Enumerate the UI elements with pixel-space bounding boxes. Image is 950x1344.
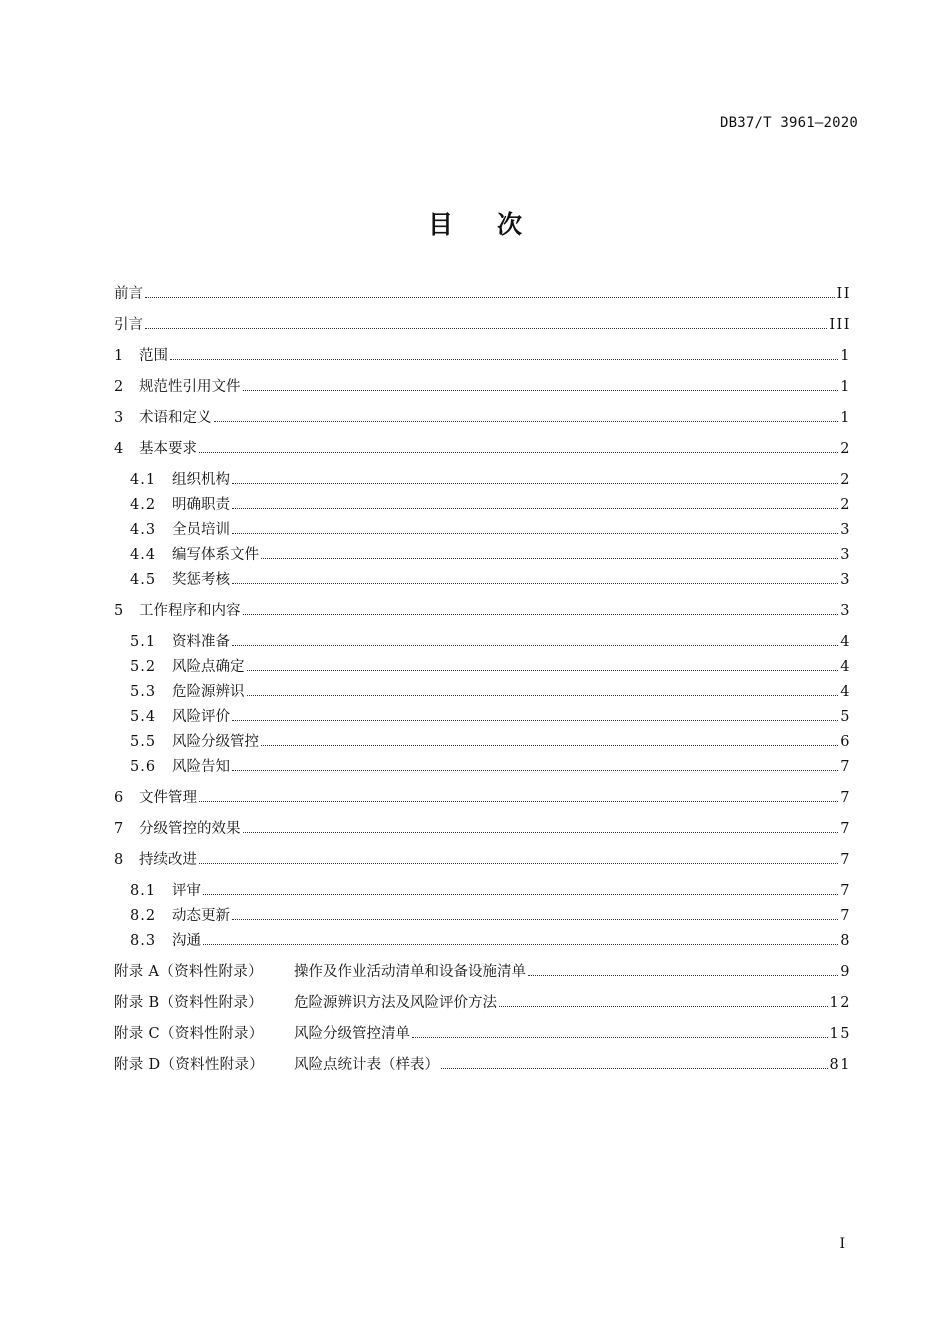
toc-entry-label: 风险点统计表（样表） <box>294 1057 439 1073</box>
toc-entry-number: 5.6 <box>130 759 157 775</box>
toc-entry[interactable] <box>114 907 851 925</box>
toc-entry-label: 风险分级管控 <box>172 734 259 750</box>
toc-entry[interactable] <box>114 409 851 427</box>
toc-entry-number: 附录 C（资料性附录） <box>114 1026 264 1042</box>
toc-entry-page: 1 <box>840 348 851 364</box>
toc-entry-number: 附录 D（资料性附录） <box>114 1057 265 1073</box>
toc-entry-label: 术语和定义 <box>139 410 212 426</box>
toc-entry-label: 危险源辨识方法及风险评价方法 <box>294 995 497 1011</box>
toc-entry-label: 沟通 <box>172 933 201 949</box>
toc-entry-page: 2 <box>840 441 851 457</box>
toc-entry-number: 5.5 <box>130 734 157 750</box>
toc-entry-page: 2 <box>840 497 851 513</box>
toc-entry[interactable] <box>114 285 851 303</box>
toc-entry-label: 资料准备 <box>172 634 230 650</box>
toc-entry-number: 4.4 <box>130 547 157 563</box>
toc-entry-label: 分级管控的效果 <box>139 821 241 837</box>
toc-entry-number: 附录 B（资料性附录） <box>114 995 264 1011</box>
toc-entry-label: 编写体系文件 <box>172 547 259 563</box>
toc-leader-dots <box>232 507 838 509</box>
toc-entry-label: 规范性引用文件 <box>139 379 241 395</box>
toc-entry[interactable] <box>114 471 851 489</box>
toc-entry[interactable] <box>114 820 851 838</box>
toc-entry-number: 5.1 <box>130 634 157 650</box>
toc-entry-label: 文件管理 <box>139 790 197 806</box>
toc-leader-dots <box>232 482 838 484</box>
toc-entry-label: 危险源辨识 <box>172 684 245 700</box>
toc-entry[interactable] <box>114 521 851 539</box>
toc-entry-label: 操作及作业活动清单和设备设施清单 <box>294 964 526 980</box>
toc-entry-label: 风险点确定 <box>172 659 245 675</box>
toc-entry-label: 风险评价 <box>172 709 230 725</box>
toc-entry-page: 1 <box>840 379 851 395</box>
toc-entry-number: 4.5 <box>130 572 157 588</box>
toc-entry-page: 7 <box>840 759 851 775</box>
toc-entry-page: 9 <box>840 964 851 980</box>
toc-entry-number: 6 <box>114 790 124 806</box>
toc-entry-number: 5.2 <box>130 659 157 675</box>
toc-entry-number: 5.4 <box>130 709 157 725</box>
toc-entry-number: 3 <box>114 410 124 426</box>
toc-leader-dots <box>232 644 838 646</box>
toc-entry-label: 奖惩考核 <box>172 572 230 588</box>
toc-entry-page: 6 <box>840 734 851 750</box>
toc-entry-page: 7 <box>840 852 851 868</box>
toc-entry[interactable] <box>114 602 851 620</box>
toc-entry-label: 持续改进 <box>139 852 197 868</box>
toc-entry-number: 4.3 <box>130 522 157 538</box>
toc-entry-page: 4 <box>840 684 851 700</box>
toc-entry[interactable] <box>114 789 851 807</box>
toc-leader-dots <box>203 893 838 895</box>
toc-entry-page: 7 <box>840 790 851 806</box>
toc-entry-page: III <box>829 317 851 333</box>
toc-leader-dots <box>499 1005 828 1007</box>
toc-entry-number: 8.1 <box>130 883 157 899</box>
page-number: I <box>839 1236 845 1252</box>
toc-entry-number: 附录 A（资料性附录） <box>114 964 263 980</box>
toc-entry-label: 风险分级管控清单 <box>294 1026 410 1042</box>
toc-entry-page: 7 <box>840 908 851 924</box>
toc-entry-number: 4.2 <box>130 497 157 513</box>
toc-entry[interactable] <box>114 1056 851 1074</box>
toc-entry-page: 3 <box>840 522 851 538</box>
toc-entry-page: 3 <box>840 547 851 563</box>
toc-leader-dots <box>232 719 838 721</box>
toc-entry[interactable] <box>114 658 851 676</box>
toc-leader-dots <box>232 918 838 920</box>
toc-entry[interactable] <box>114 758 851 776</box>
toc-leader-dots <box>232 769 838 771</box>
toc-entry[interactable] <box>114 571 851 589</box>
toc-entry-page: 3 <box>840 603 851 619</box>
toc-leader-dots <box>243 389 839 391</box>
toc-entry-page: 81 <box>829 1057 851 1073</box>
document-code: DB37/T 3961—2020 <box>719 115 858 131</box>
toc-leader-dots <box>232 532 838 534</box>
toc-entry-number: 5 <box>114 603 124 619</box>
toc-entry-label: 工作程序和内容 <box>139 603 241 619</box>
toc-leader-dots <box>261 557 838 559</box>
toc-entry[interactable] <box>114 851 851 869</box>
toc-entry[interactable] <box>114 683 851 701</box>
toc-leader-dots <box>261 744 838 746</box>
toc-leader-dots <box>145 296 835 298</box>
toc-entry[interactable] <box>114 633 851 651</box>
toc-entry-label: 评审 <box>172 883 201 899</box>
toc-entry[interactable] <box>114 378 851 396</box>
toc-entry[interactable] <box>114 347 851 365</box>
toc-entry-page: 4 <box>840 659 851 675</box>
toc-entry-number: 8.2 <box>130 908 157 924</box>
toc-leader-dots <box>203 943 838 945</box>
toc-entry-label: 全员培训 <box>172 522 230 538</box>
toc-entry-label: 基本要求 <box>139 441 197 457</box>
toc-leader-dots <box>528 974 838 976</box>
toc-entry[interactable] <box>114 440 851 458</box>
toc-leader-dots <box>412 1036 828 1038</box>
toc-entry-label: 动态更新 <box>172 908 230 924</box>
toc-entry-label: 引言 <box>114 317 143 333</box>
toc-entry-page: 3 <box>840 572 851 588</box>
table-of-contents <box>114 285 851 1074</box>
toc-entry[interactable] <box>114 963 851 981</box>
toc-leader-dots <box>247 694 839 696</box>
toc-entry[interactable] <box>114 496 851 514</box>
toc-leader-dots <box>199 800 838 802</box>
toc-leader-dots <box>243 831 839 833</box>
toc-entry-page: 7 <box>840 821 851 837</box>
toc-entry[interactable] <box>114 932 851 950</box>
toc-entry-label: 风险告知 <box>172 759 230 775</box>
toc-entry-page: 12 <box>829 995 851 1011</box>
toc-entry-number: 4 <box>114 441 124 457</box>
toc-entry-page: 2 <box>840 472 851 488</box>
toc-entry-label: 明确职责 <box>172 497 230 513</box>
toc-entry-number: 1 <box>114 348 124 364</box>
toc-entry[interactable] <box>114 1025 851 1043</box>
toc-entry[interactable] <box>114 733 851 751</box>
toc-leader-dots <box>145 327 827 329</box>
toc-entry[interactable] <box>114 882 851 900</box>
toc-entry-number: 2 <box>114 379 124 395</box>
toc-leader-dots <box>232 582 838 584</box>
toc-entry-page: 7 <box>840 883 851 899</box>
toc-leader-dots <box>199 862 838 864</box>
toc-title: 目次 <box>427 210 566 239</box>
toc-entry-number: 8.3 <box>130 933 157 949</box>
toc-entry-page: 15 <box>829 1026 851 1042</box>
toc-entry-page: 8 <box>840 933 851 949</box>
toc-entry[interactable] <box>114 708 851 726</box>
toc-entry-number: 5.3 <box>130 684 157 700</box>
toc-entry-number: 8 <box>114 852 124 868</box>
toc-leader-dots <box>170 358 838 360</box>
toc-leader-dots <box>247 669 839 671</box>
toc-entry-page: 1 <box>840 410 851 426</box>
toc-entry-label: 前言 <box>114 286 143 302</box>
toc-leader-dots <box>441 1067 828 1069</box>
toc-leader-dots <box>243 613 839 615</box>
toc-entry-page: II <box>836 286 851 302</box>
toc-entry-number: 7 <box>114 821 124 837</box>
toc-entry-page: 5 <box>840 709 851 725</box>
toc-entry[interactable] <box>114 316 851 334</box>
toc-entry-page: 4 <box>840 634 851 650</box>
toc-entry[interactable] <box>114 994 851 1012</box>
toc-entry-number: 4.1 <box>130 472 157 488</box>
toc-leader-dots <box>199 451 838 453</box>
toc-entry-label: 组织机构 <box>172 472 230 488</box>
toc-entry[interactable] <box>114 546 851 564</box>
toc-entry-label: 范围 <box>139 348 168 364</box>
toc-leader-dots <box>214 420 839 422</box>
